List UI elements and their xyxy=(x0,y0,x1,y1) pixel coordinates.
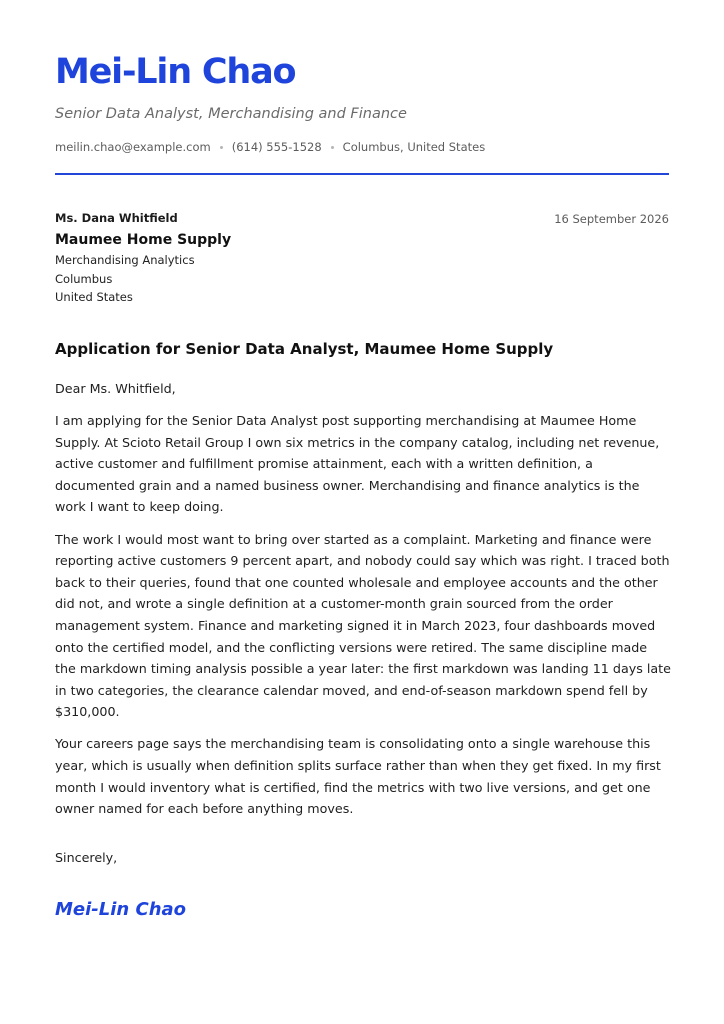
separator-dot-icon xyxy=(220,146,223,149)
recipient-block xyxy=(55,211,231,307)
recipient-department: Merchandising Analytics xyxy=(55,253,195,267)
sender-name: Mei-Lin Chao xyxy=(55,52,296,92)
letter-subject: Application for Senior Data Analyst, Maumee Home Supply xyxy=(55,340,554,358)
contact-phone: (614) 555-1528 xyxy=(231,140,322,154)
header-divider xyxy=(55,173,669,175)
cover-letter-page xyxy=(55,0,669,1024)
contact-email: meilin.chao@example.com xyxy=(55,140,211,154)
body-paragraph: I am applying for the Senior Data Analyst post supporting merchandising at Maumee Home Supply. At Scioto Retail Group I own six metrics in the company catalog, including net revenue, active customer and fulfillment promise attainment, each with a written definition, a documented grain and a named business owner. Merchandising and finance analytics is the work I want to keep doing. xyxy=(55,413,660,515)
recipient-country: United States xyxy=(55,290,133,304)
closing-line: Sincerely, xyxy=(55,850,118,865)
recipient-city: Columbus xyxy=(55,271,113,286)
contact-location: Columbus, United States xyxy=(342,140,486,154)
letter-date: 16 September 2026 xyxy=(554,212,669,226)
letter-body xyxy=(55,378,671,830)
salutation: Dear Ms. Whitfield, xyxy=(55,381,176,396)
separator-dot-icon xyxy=(331,146,334,149)
body-paragraph: Your careers page says the merchandising team is consolidating onto a single warehouse this year, which is usually when definition splits surface rather than when they get fixed. In my first month I would inventory what is certified, find the metrics with two live versions, and get one owner named for each before anything moves. xyxy=(55,736,661,817)
recipient-name: Ms. Dana Whitfield xyxy=(55,211,178,225)
recipient-company: Maumee Home Supply xyxy=(55,232,232,248)
body-paragraph: The work I would most want to bring over started as a complaint. Marketing and finance were reporting active customers 9 percent apart, and nobody could say which was right. I traced both back to their queries, found that one counted wholesale and employee accounts and the other did not, and wrote a single definition at a customer-month grain sourced from the order management system. Finance and marketing signed it in March 2023, four dashboards moved onto the certified model, and the conflicting versions were retired. The same discipline made the markdown timing analysis possible a year later: the first markdown was landing 11 days late in two categories, the clearance calendar moved, and end-of-season markdown spend fell by $310,000. xyxy=(55,531,671,720)
sender-role: Senior Data Analyst, Merchandising and Finance xyxy=(55,106,407,122)
signature: Mei-Lin Chao xyxy=(55,899,187,920)
contact-line xyxy=(55,140,485,154)
